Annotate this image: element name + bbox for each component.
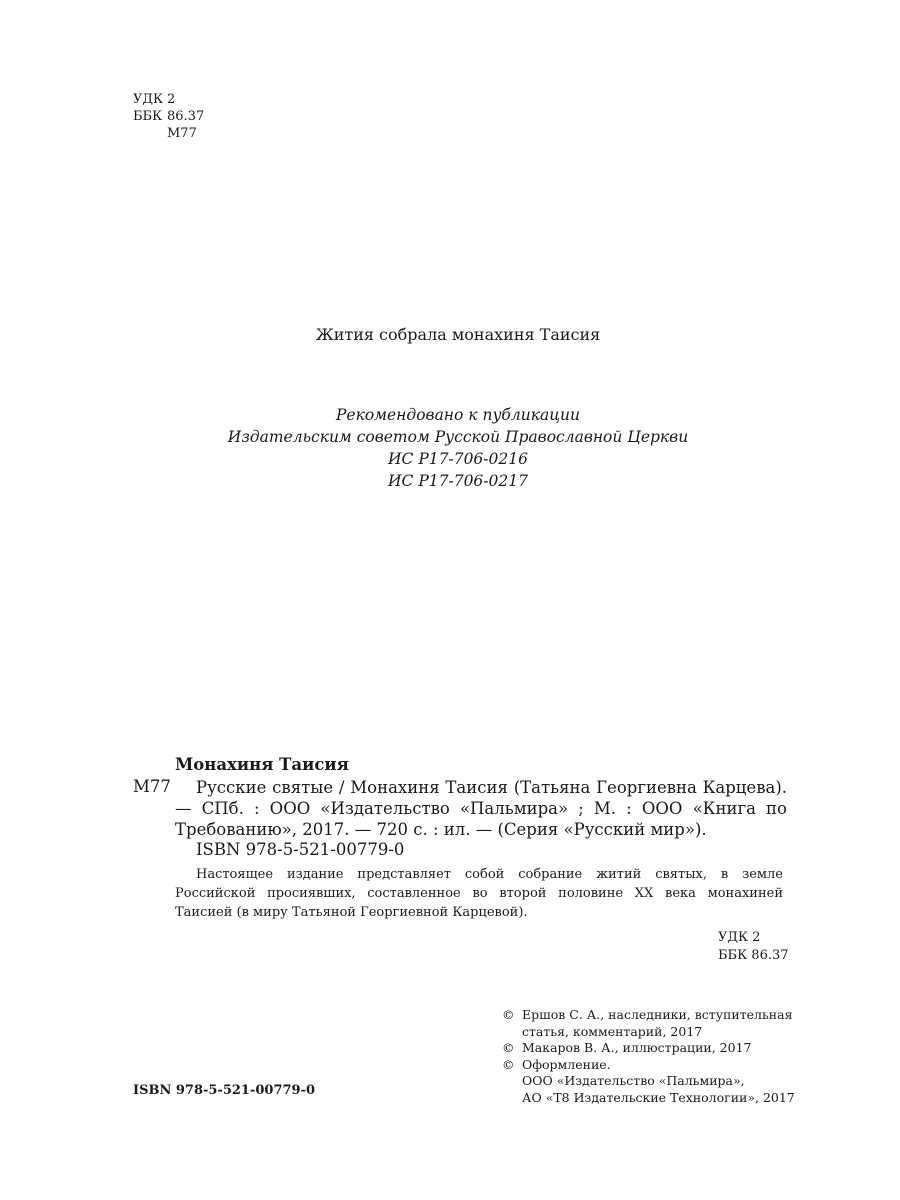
bibliography-author: Монахиня Таисия [175,755,349,774]
bibliography-code: М77 [133,777,171,796]
copyright-line [502,1090,802,1107]
udk-value: 2 [167,92,176,107]
recommendation-line-4: ИС Р17-706-0217 [388,472,528,490]
recommendation-line-1: Рекомендовано к публикации [335,406,581,424]
recommendation-line-3: ИС Р17-706-0216 [388,450,528,468]
copyright-text: АО «Т8 Издательские Технологии», 2017 [522,1089,795,1105]
copyright-line [502,1007,802,1040]
annotation-text: Настоящее издание представляет собой собрание житий святых, в земле Российской просиявших, составленное во второй половине XX века монахиней Таисией (в миру Татьяной Георгиевной Карцевой). [175,867,783,920]
recommendation-line-2: Издательским советом Русской Православной Церкви [227,428,689,446]
copyright-text: ООО «Издательство «Пальмира», [522,1073,745,1088]
copyright-icon: © [502,1040,515,1055]
copyright-icon: © [502,1056,515,1072]
isbn-bottom: ISBN 978-5-521-00779-0 [133,1083,316,1098]
copyright-block [502,1007,802,1106]
bbk-value: 86.37 [167,109,205,124]
copyright-line [502,1057,802,1074]
copyright-line [502,1073,802,1090]
udk-label: УДК [133,92,164,107]
copyright-line [502,1040,802,1057]
copyright-text: Оформление. [522,1056,611,1072]
bbk-bottom: ББК 86.37 [718,948,789,963]
udk-bottom: УДК 2 [718,930,761,945]
recommendation-block [8,404,900,492]
author-sign: М77 [167,126,197,141]
bibliography-isbn: ISBN 978-5-521-00779-0 [196,840,405,859]
bibliography-description: Русские святые / Монахиня Таисия (Татьяна Георгиевна Карцева). — СПб. : ООО «Издательство «Пальмира» ; М. : ООО «Книга по Требованию», 2017. — 720 с. : ил. — (Серия «Русский мир»). [175,778,787,839]
copyright-text: Макаров В. А., иллюстрации, 2017 [522,1040,752,1055]
copyright-text: Ершов С. А., наследники, вступительная статья, комментарий, 2017 [522,1007,793,1039]
copyright-icon: © [502,1007,515,1022]
udk-row [133,91,204,108]
author-sign-row [133,125,204,142]
compiler-note: Жития собрала монахиня Таисия [315,325,601,344]
classification-bottom [718,929,789,965]
classification-block [133,91,204,142]
bbk-row [133,108,204,125]
bbk-label: ББК [133,109,163,124]
